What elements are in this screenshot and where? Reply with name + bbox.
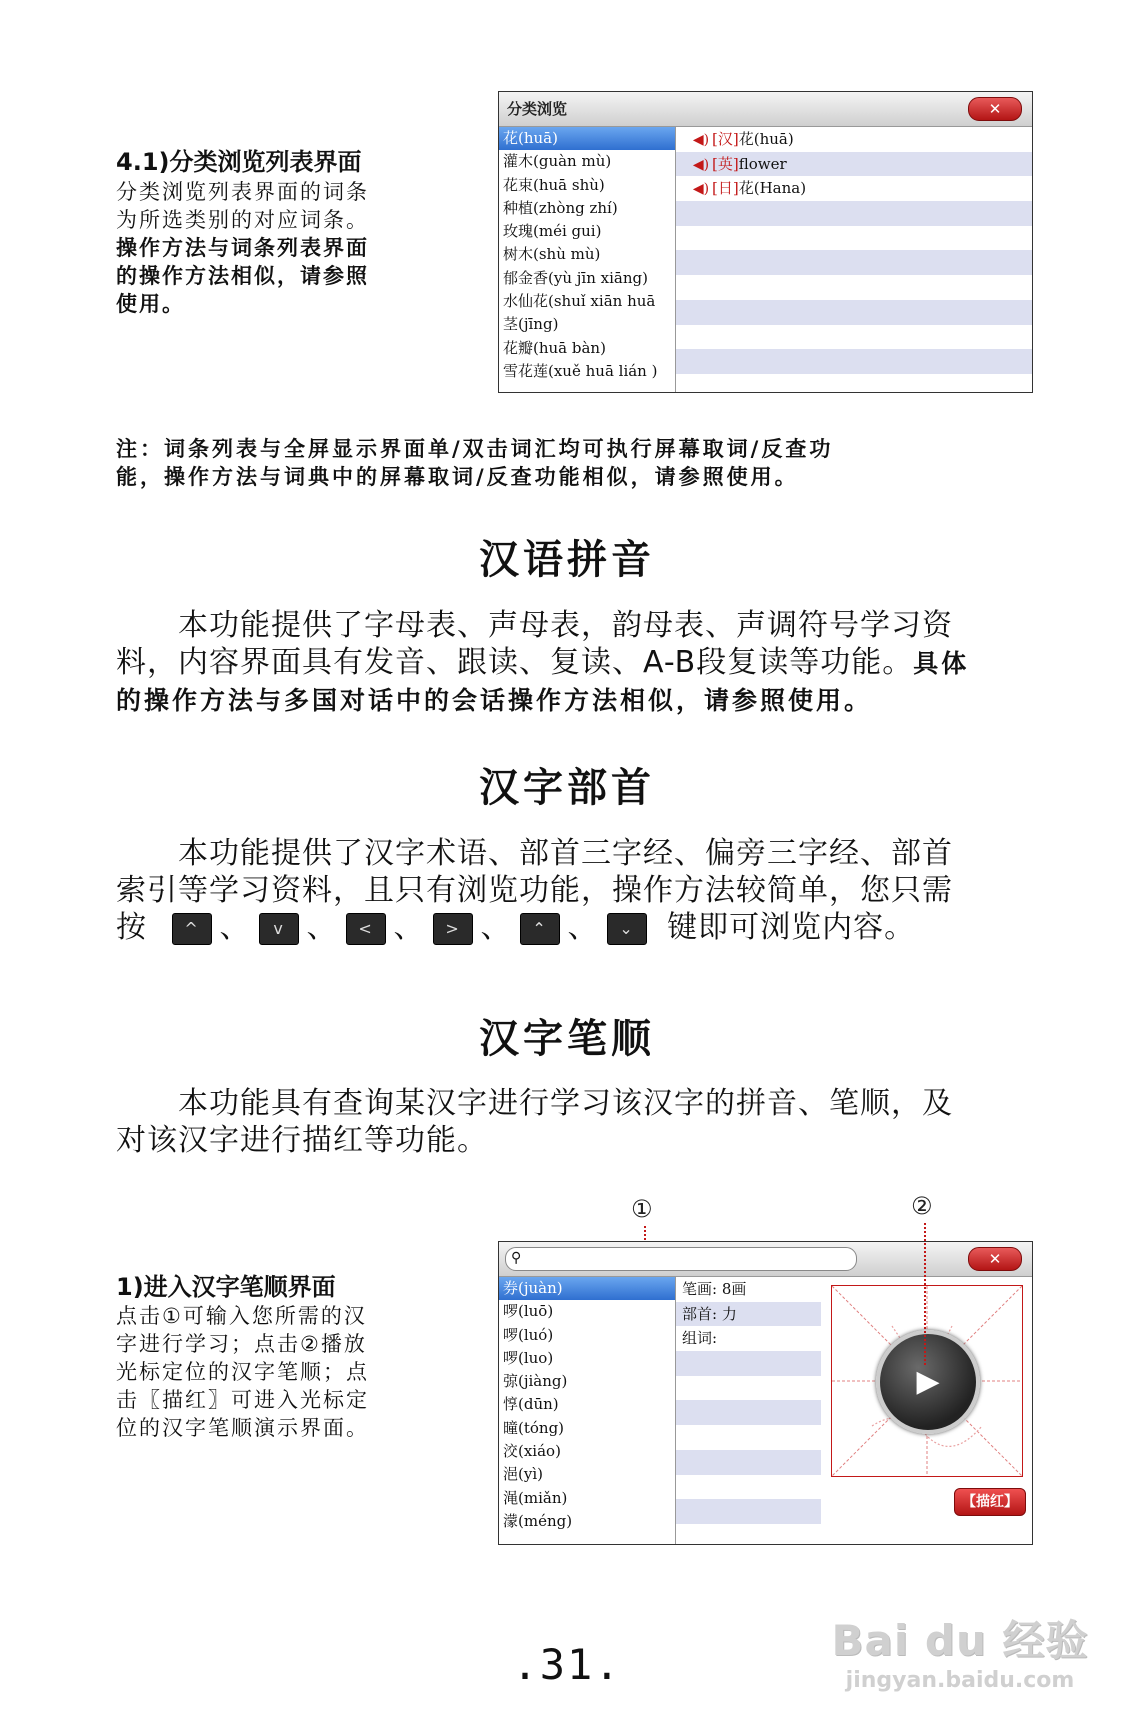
- heading-pinyin: 汉语拼音: [479, 537, 655, 583]
- empty-row: [676, 1499, 821, 1524]
- right-key-icon: >: [433, 913, 473, 945]
- radical-line3-prefix: 按: [116, 910, 147, 945]
- separator: 、: [219, 910, 251, 945]
- down-key-icon: v: [259, 913, 299, 945]
- empty-row: [676, 1376, 821, 1401]
- watermark: [810, 1608, 1110, 1693]
- info-pane: [676, 1277, 821, 1544]
- list-item[interactable]: 啰(luo): [503, 1348, 554, 1367]
- list-item[interactable]: 券(juàn): [499, 1277, 675, 1300]
- pinyin-paragraph: [116, 607, 1036, 719]
- info-words: 组词:: [676, 1326, 821, 1351]
- page-up-key-icon: ⌃: [520, 913, 560, 945]
- marker-2: ②: [911, 1192, 933, 1220]
- empty-row: [676, 275, 1032, 300]
- window-titlebar: [499, 92, 1032, 127]
- stroke-sub-line: 光标定位的汉字笔顺；点: [116, 1360, 369, 1384]
- entry-tag: [英]: [712, 154, 739, 173]
- section41-desc-line: 分类浏览列表界面的词条: [116, 180, 369, 204]
- char-list: [499, 1277, 676, 1544]
- empty-row: [676, 349, 1032, 374]
- empty-row: [676, 1425, 821, 1450]
- separator: 、: [567, 910, 599, 945]
- empty-row: [676, 1450, 821, 1475]
- separator: 、: [393, 910, 425, 945]
- radical-line3-suffix: 键即可浏览内容。: [667, 910, 916, 945]
- section41-bold-line: 的操作方法相似，请参照: [116, 264, 369, 288]
- list-item[interactable]: 曈(tóng): [503, 1418, 565, 1437]
- list-item[interactable]: 洨(xiáo): [503, 1442, 561, 1461]
- list-item[interactable]: 水仙花(shuǐ xiān huā: [503, 292, 656, 311]
- speaker-icon[interactable]: ◀): [692, 181, 710, 198]
- section41-desc: [116, 178, 446, 318]
- section41-bold-line: 使用。: [116, 292, 185, 316]
- empty-row: [676, 201, 1032, 226]
- page-down-key-icon: ⌄: [607, 913, 647, 945]
- stroke-line: 对该汉字进行描红等功能。: [116, 1123, 488, 1158]
- radical-line3: [116, 909, 1036, 946]
- empty-row: [676, 226, 1032, 251]
- section41-title: 4.1)分类浏览列表界面: [116, 148, 362, 176]
- pinyin-line2-bold: 具体: [913, 649, 970, 678]
- note-line: 注：词条列表与全屏显示界面单/双击词汇均可执行屏幕取词/反查功: [116, 437, 834, 461]
- note: [116, 435, 1036, 491]
- empty-row: [676, 374, 1032, 393]
- close-button[interactable]: ✕: [968, 1247, 1022, 1271]
- list-item[interactable]: 种植(zhòng zhí): [503, 198, 618, 217]
- list-item[interactable]: 树木(shù mù): [503, 245, 601, 264]
- list-item[interactable]: 弶(jiàng): [503, 1372, 568, 1391]
- play-button[interactable]: [876, 1330, 980, 1434]
- list-item[interactable]: 濛(méng): [503, 1511, 573, 1530]
- empty-row: [676, 1475, 821, 1500]
- stroke-sub-line: 击〖描红〗可进入光标定: [116, 1388, 369, 1412]
- stroke-sub-desc: [116, 1302, 446, 1442]
- note-line: 能，操作方法与词典中的屏幕取词/反查功能相似，请参照使用。: [116, 465, 799, 489]
- entry-pane: [676, 127, 1032, 392]
- play-icon: ▶: [916, 1364, 940, 1399]
- window-title: 分类浏览: [507, 100, 568, 118]
- entry-row[interactable]: [676, 127, 1032, 152]
- trace-button[interactable]: 【描红】: [954, 1488, 1026, 1516]
- section41-bold-line: 操作方法与词条列表界面: [116, 236, 369, 260]
- pinyin-line3-bold: 的操作方法与多国对话中的会话操作方法相似，请参照使用。: [116, 686, 873, 715]
- search-bar: [499, 1242, 1032, 1277]
- marker-1: ①: [631, 1195, 653, 1223]
- watermark-brand: Bai du 经验: [831, 1616, 1089, 1665]
- pinyin-line: 本功能提供了字母表、声母表，韵母表、声调符号学习资: [178, 608, 953, 643]
- empty-row: [676, 1400, 821, 1425]
- empty-row: [676, 1351, 821, 1376]
- entry-text: 花(Hana): [738, 179, 807, 198]
- entry-text: flower: [738, 154, 787, 173]
- separator: 、: [306, 910, 338, 945]
- info-stroke-count: 笔画: 8画: [676, 1277, 821, 1302]
- stroke-sub-title: 1)进入汉字笔顺界面: [116, 1273, 336, 1301]
- entry-tag: [日]: [712, 179, 739, 198]
- radical-paragraph: [116, 835, 1036, 946]
- stroke-sub-line: 位的汉字笔顺演示界面。: [116, 1416, 369, 1440]
- list-item[interactable]: 茎(jīng): [503, 315, 559, 334]
- list-item[interactable]: 花(huā): [499, 127, 675, 150]
- stroke-paragraph: [116, 1085, 1036, 1159]
- list-item[interactable]: 灌木(guàn mù): [503, 152, 612, 171]
- speaker-icon[interactable]: ◀): [692, 156, 710, 173]
- list-item[interactable]: 郁金香(yù jīn xiāng): [503, 268, 648, 287]
- pinyin-line: [116, 644, 1036, 682]
- left-key-icon: <: [346, 913, 386, 945]
- stroke-order-window: [498, 1241, 1033, 1545]
- list-item[interactable]: 啰(luó): [503, 1325, 554, 1344]
- word-list: [499, 127, 676, 392]
- entry-row[interactable]: [676, 176, 1032, 201]
- list-item[interactable]: 花束(huā shù): [503, 175, 605, 194]
- empty-row: [676, 325, 1032, 350]
- heading-stroke: 汉字笔顺: [479, 1016, 655, 1062]
- info-radical: 部首: 力: [676, 1302, 821, 1327]
- radical-line: 本功能提供了汉字术语、部首三字经、偏旁三字经、部首: [178, 836, 953, 871]
- separator: 、: [480, 910, 512, 945]
- list-item[interactable]: 啰(luō): [503, 1302, 554, 1321]
- speaker-icon[interactable]: ◀): [692, 132, 710, 148]
- list-item[interactable]: 渑(miǎn): [503, 1488, 568, 1507]
- pinyin-line2-text: 料，内容界面具有发音、跟读、复读、A-B段复读等功能。: [116, 645, 914, 680]
- close-button[interactable]: ✕: [968, 97, 1022, 121]
- heading-radical: 汉字部首: [479, 765, 655, 811]
- page-number: .31.: [512, 1640, 622, 1689]
- entry-tag: [汉]: [712, 130, 739, 148]
- stroke-canvas: [831, 1285, 1023, 1477]
- watermark-url: jingyan.baidu.com: [845, 1668, 1075, 1693]
- search-input[interactable]: [505, 1247, 857, 1271]
- empty-row: [676, 1524, 821, 1545]
- list-item[interactable]: 花瓣(huā bàn): [503, 338, 606, 357]
- list-item[interactable]: 玫瑰(méi gui): [503, 222, 602, 241]
- stroke-line: 本功能具有查询某汉字进行学习该汉字的拼音、笔顺，及: [178, 1086, 953, 1121]
- search-icon: ⚲: [511, 1250, 522, 1266]
- entry-text: 花(huā): [738, 130, 794, 148]
- list-item[interactable]: 浥(yì): [503, 1465, 543, 1484]
- list-item[interactable]: 雪花莲(xuě huā lián ): [503, 361, 658, 380]
- radical-line: 索引等学习资料，且只有浏览功能，操作方法较简单，您只需: [116, 873, 953, 908]
- empty-row: [676, 300, 1032, 325]
- up-key-icon: ^: [172, 913, 212, 945]
- empty-row: [676, 250, 1032, 275]
- marker-2-line: [924, 1223, 926, 1365]
- stroke-sub-line: 点击①可输入您所需的汉: [116, 1304, 367, 1328]
- list-item[interactable]: 惇(dūn): [503, 1395, 559, 1414]
- category-browse-window: [498, 91, 1033, 393]
- section41-desc-line: 为所选类别的对应词条。: [116, 208, 369, 232]
- entry-row[interactable]: [676, 152, 1032, 177]
- stroke-sub-line: 字进行学习；点击②播放: [116, 1332, 367, 1356]
